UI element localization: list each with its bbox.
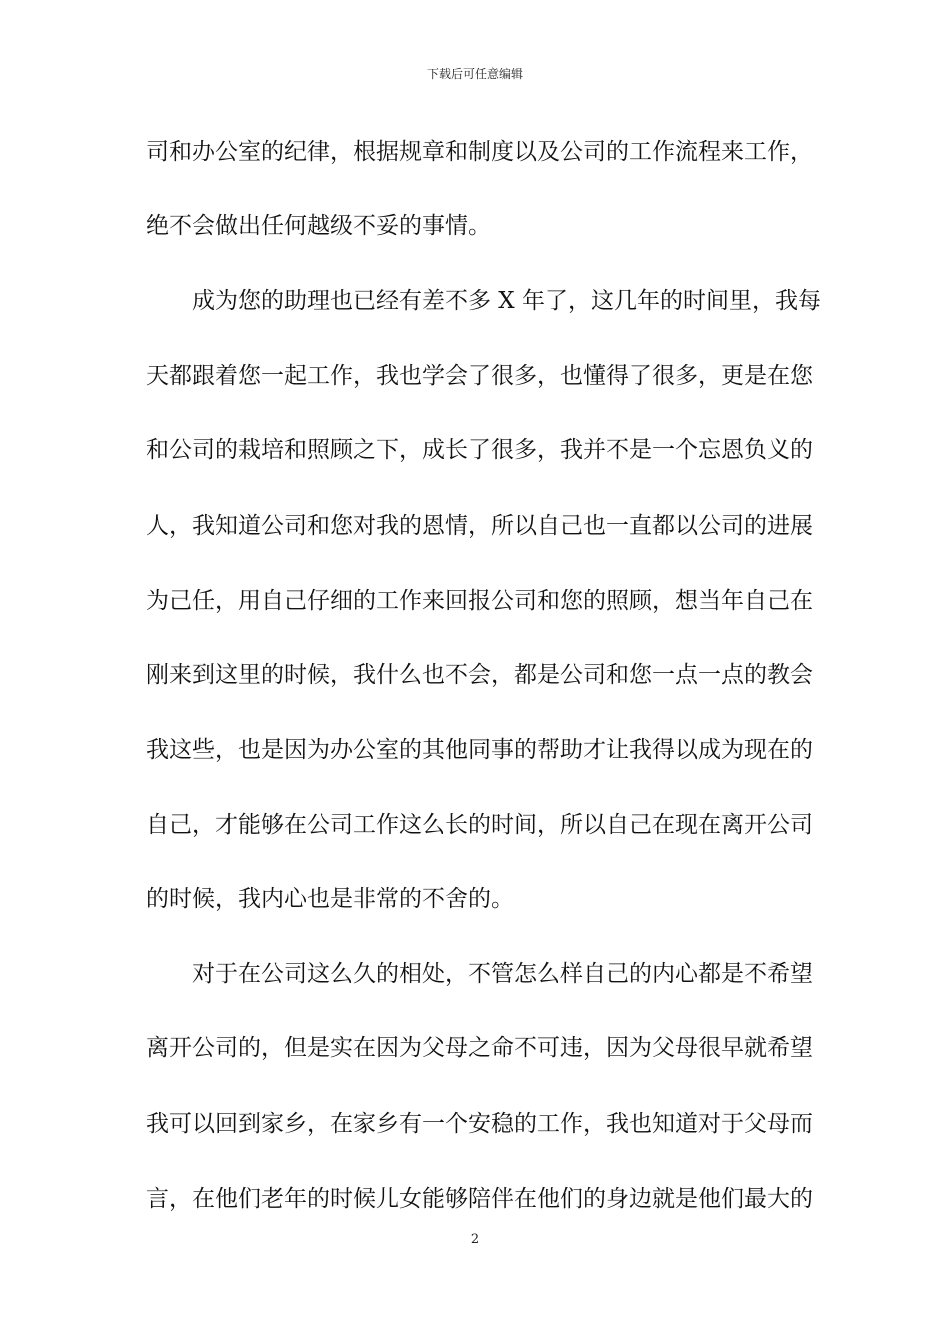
text-line: 绝不会做出任何越级不妥的事情。 [146,213,491,239]
text-line: 天都跟着您一起工作，我也学会了很多，也懂得了很多，更是在您 [146,363,813,389]
text-line: 刚来到这里的时候，我什么也不会，都是公司和您一点一点的教会 [146,662,813,688]
text-line: 离开公司的，但是实在因为父母之命不可违，因为父母很早就希望 [146,1035,813,1061]
page-header: 下载后可任意编辑 [426,67,523,81]
text-line: 人，我知道公司和您对我的恩情，所以自己也一直都以公司的进展 [146,513,813,539]
text-line: 对于在公司这么久的相处，不管怎么样自己的内心都是不希望 [192,961,813,987]
text-line: 成为您的助理也已经有差不多 X 年了，这几年的时间里，我每 [192,288,821,314]
text-line: 为己任，用自己仔细的工作来回报公司和您的照顾，想当年自己在 [146,588,813,614]
text-line: 的时候，我内心也是非常的不舍的。 [146,886,514,912]
page-number: 2 [470,1232,480,1247]
text-line: 言，在他们老年的时候儿女能够陪伴在他们的身边就是他们最大的 [146,1186,813,1212]
text-line: 和公司的栽培和照顾之下，成长了很多，我并不是一个忘恩负义的 [146,437,813,463]
text-line: 我这些，也是因为办公室的其他同事的帮助才让我得以成为现在的 [146,737,813,763]
text-line: 自己，才能够在公司工作这么长的时间，所以自己在现在离开公司 [146,812,813,838]
text-line: 司和办公室的纪律，根据规章和制度以及公司的工作流程来工作， [146,139,813,165]
text-line: 我可以回到家乡，在家乡有一个安稳的工作，我也知道对于父母而 [146,1111,813,1137]
